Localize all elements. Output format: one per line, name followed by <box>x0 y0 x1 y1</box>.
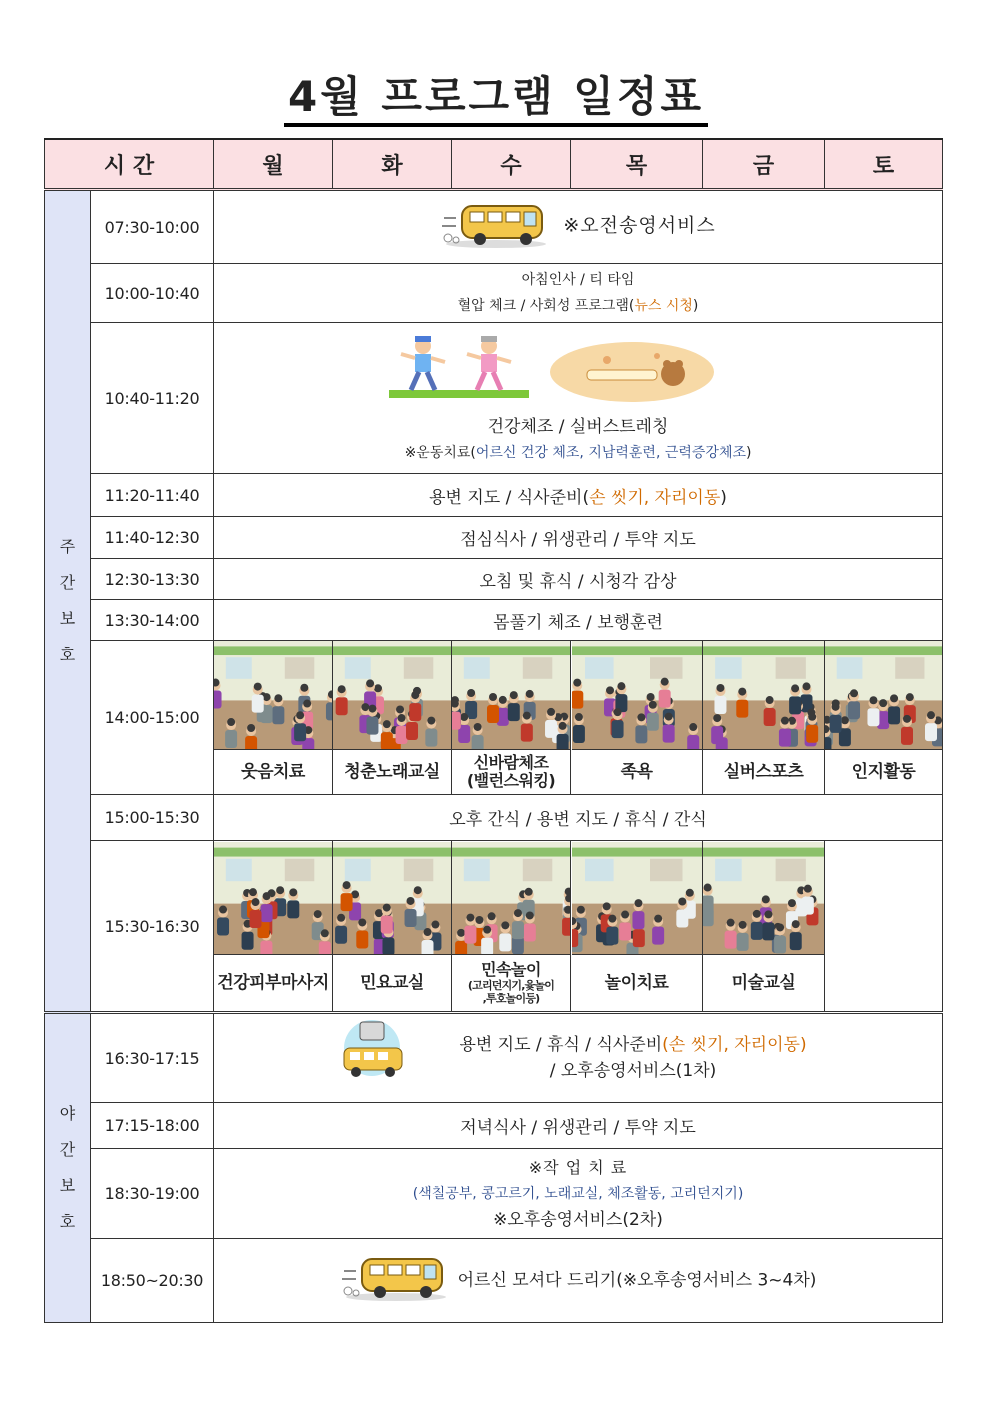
activity-cell: 용변 지도 / 휴식 / 식사준비(손 씻기, 자리이동) / 오후송영서비스(1차) <box>214 1013 943 1103</box>
empty-cell <box>825 841 943 1013</box>
program-cell: 건강피부마사지 <box>214 841 333 1013</box>
table-row <box>45 559 943 600</box>
activity-photo <box>572 641 702 750</box>
table-row <box>45 1149 943 1239</box>
time-cell: 11:20-11:40 <box>91 474 214 517</box>
table-row <box>45 517 943 559</box>
time-cell: 18:30-19:00 <box>91 1149 214 1239</box>
activity-photo <box>333 842 451 955</box>
program-cell: 웃음치료 <box>214 641 333 795</box>
table-row <box>45 264 943 323</box>
table-row <box>45 1103 943 1149</box>
time-cell: 10:00-10:40 <box>91 264 214 323</box>
program-cell: 놀이치료 <box>571 841 703 1013</box>
table-row <box>45 323 943 474</box>
activity-cell: 오후 간식 / 용변 지도 / 휴식 / 간식 <box>214 795 943 841</box>
activity-photo <box>214 641 332 750</box>
program-cell: 청춘노래교실 <box>333 641 452 795</box>
time-cell: 07:30-10:00 <box>91 190 214 264</box>
program-cell: 민요교실 <box>333 841 452 1013</box>
time-cell: 13:30-14:00 <box>91 600 214 641</box>
activity-cell: 아침인사 / 티 타임 혈압 체크 / 사회성 프로그램(뉴스 시청) <box>214 264 943 323</box>
header-fri: 금 <box>703 139 825 190</box>
header-thu: 목 <box>571 139 703 190</box>
seniors-exercise-illustration <box>389 334 529 404</box>
table-row <box>45 1239 943 1323</box>
activity-photo <box>825 641 942 750</box>
header-tue: 화 <box>333 139 452 190</box>
table-row <box>45 474 943 517</box>
header-mon: 월 <box>214 139 333 190</box>
activity-cell: 몸풀기 체조 / 보행훈련 <box>214 600 943 641</box>
activity-photo <box>703 641 824 750</box>
table-row <box>45 1013 943 1103</box>
activity-cell: 어르신 모셔다 드리기(※오후송영서비스 3~4차) <box>214 1239 943 1323</box>
time-cell: 11:40-12:30 <box>91 517 214 559</box>
bus-icon <box>440 200 552 254</box>
time-cell: 15:30-16:30 <box>91 841 214 1013</box>
program-cell: 신바람체조 (밸런스워킹) <box>452 641 571 795</box>
time-cell: 15:00-15:30 <box>91 795 214 841</box>
program-cell: 족욕 <box>571 641 703 795</box>
table-row <box>45 641 943 795</box>
activity-photo <box>452 842 570 955</box>
activity-photo <box>214 842 332 955</box>
activity-cell: 저녁식사 / 위생관리 / 투약 지도 <box>214 1103 943 1149</box>
table-row <box>45 841 943 1013</box>
time-cell: 14:00-15:00 <box>91 641 214 795</box>
time-cell: 10:40-11:20 <box>91 323 214 474</box>
activity-photo <box>572 842 702 955</box>
table-row <box>45 190 943 264</box>
bus-icon <box>332 1018 412 1082</box>
header-wed: 수 <box>452 139 571 190</box>
schedule-table <box>44 138 943 1323</box>
table-row <box>45 795 943 841</box>
section-day: 주간보호 <box>45 190 91 1013</box>
header-sat: 토 <box>825 139 943 190</box>
activity-cell: ※오전송영서비스 <box>214 190 943 264</box>
header-time: 시 간 <box>45 139 214 190</box>
program-cell: 인지활동 <box>825 641 943 795</box>
header-row <box>45 139 943 190</box>
activity-cell: 점심식사 / 위생관리 / 투약 지도 <box>214 517 943 559</box>
program-cell: 미술교실 <box>703 841 825 1013</box>
time-cell: 18:50~20:30 <box>91 1239 214 1323</box>
activity-photo <box>452 641 570 750</box>
table-row <box>45 600 943 641</box>
activity-photo <box>333 641 451 750</box>
activity-cell: 용변 지도 / 식사준비(손 씻기, 자리이동) <box>214 474 943 517</box>
program-cell: 실버스포츠 <box>703 641 825 795</box>
bus-icon <box>340 1253 452 1308</box>
time-cell: 16:30-17:15 <box>91 1013 214 1103</box>
activity-cell: 건강체조 / 실버스트레칭 ※운동치료(어르신 건강 체조, 지남력훈련, 근력증강체조) <box>214 323 943 474</box>
page-title: 4월 프로그램 일정표 <box>0 64 992 124</box>
time-cell: 17:15-18:00 <box>91 1103 214 1149</box>
activity-cell: ※작 업 치 료 (색칠공부, 콩고르기, 노래교실, 체조활동, 고리던지기) ※오후송영서비스(2차) <box>214 1149 943 1239</box>
time-cell: 12:30-13:30 <box>91 559 214 600</box>
activity-photo <box>703 842 824 955</box>
stretching-illustration <box>547 336 717 404</box>
activity-cell: 오침 및 휴식 / 시청각 감상 <box>214 559 943 600</box>
program-cell: 민속놀이 (고리던지기,윷놀이 ,투호놀이등) <box>452 841 571 1013</box>
section-night: 야간보호 <box>45 1013 91 1323</box>
